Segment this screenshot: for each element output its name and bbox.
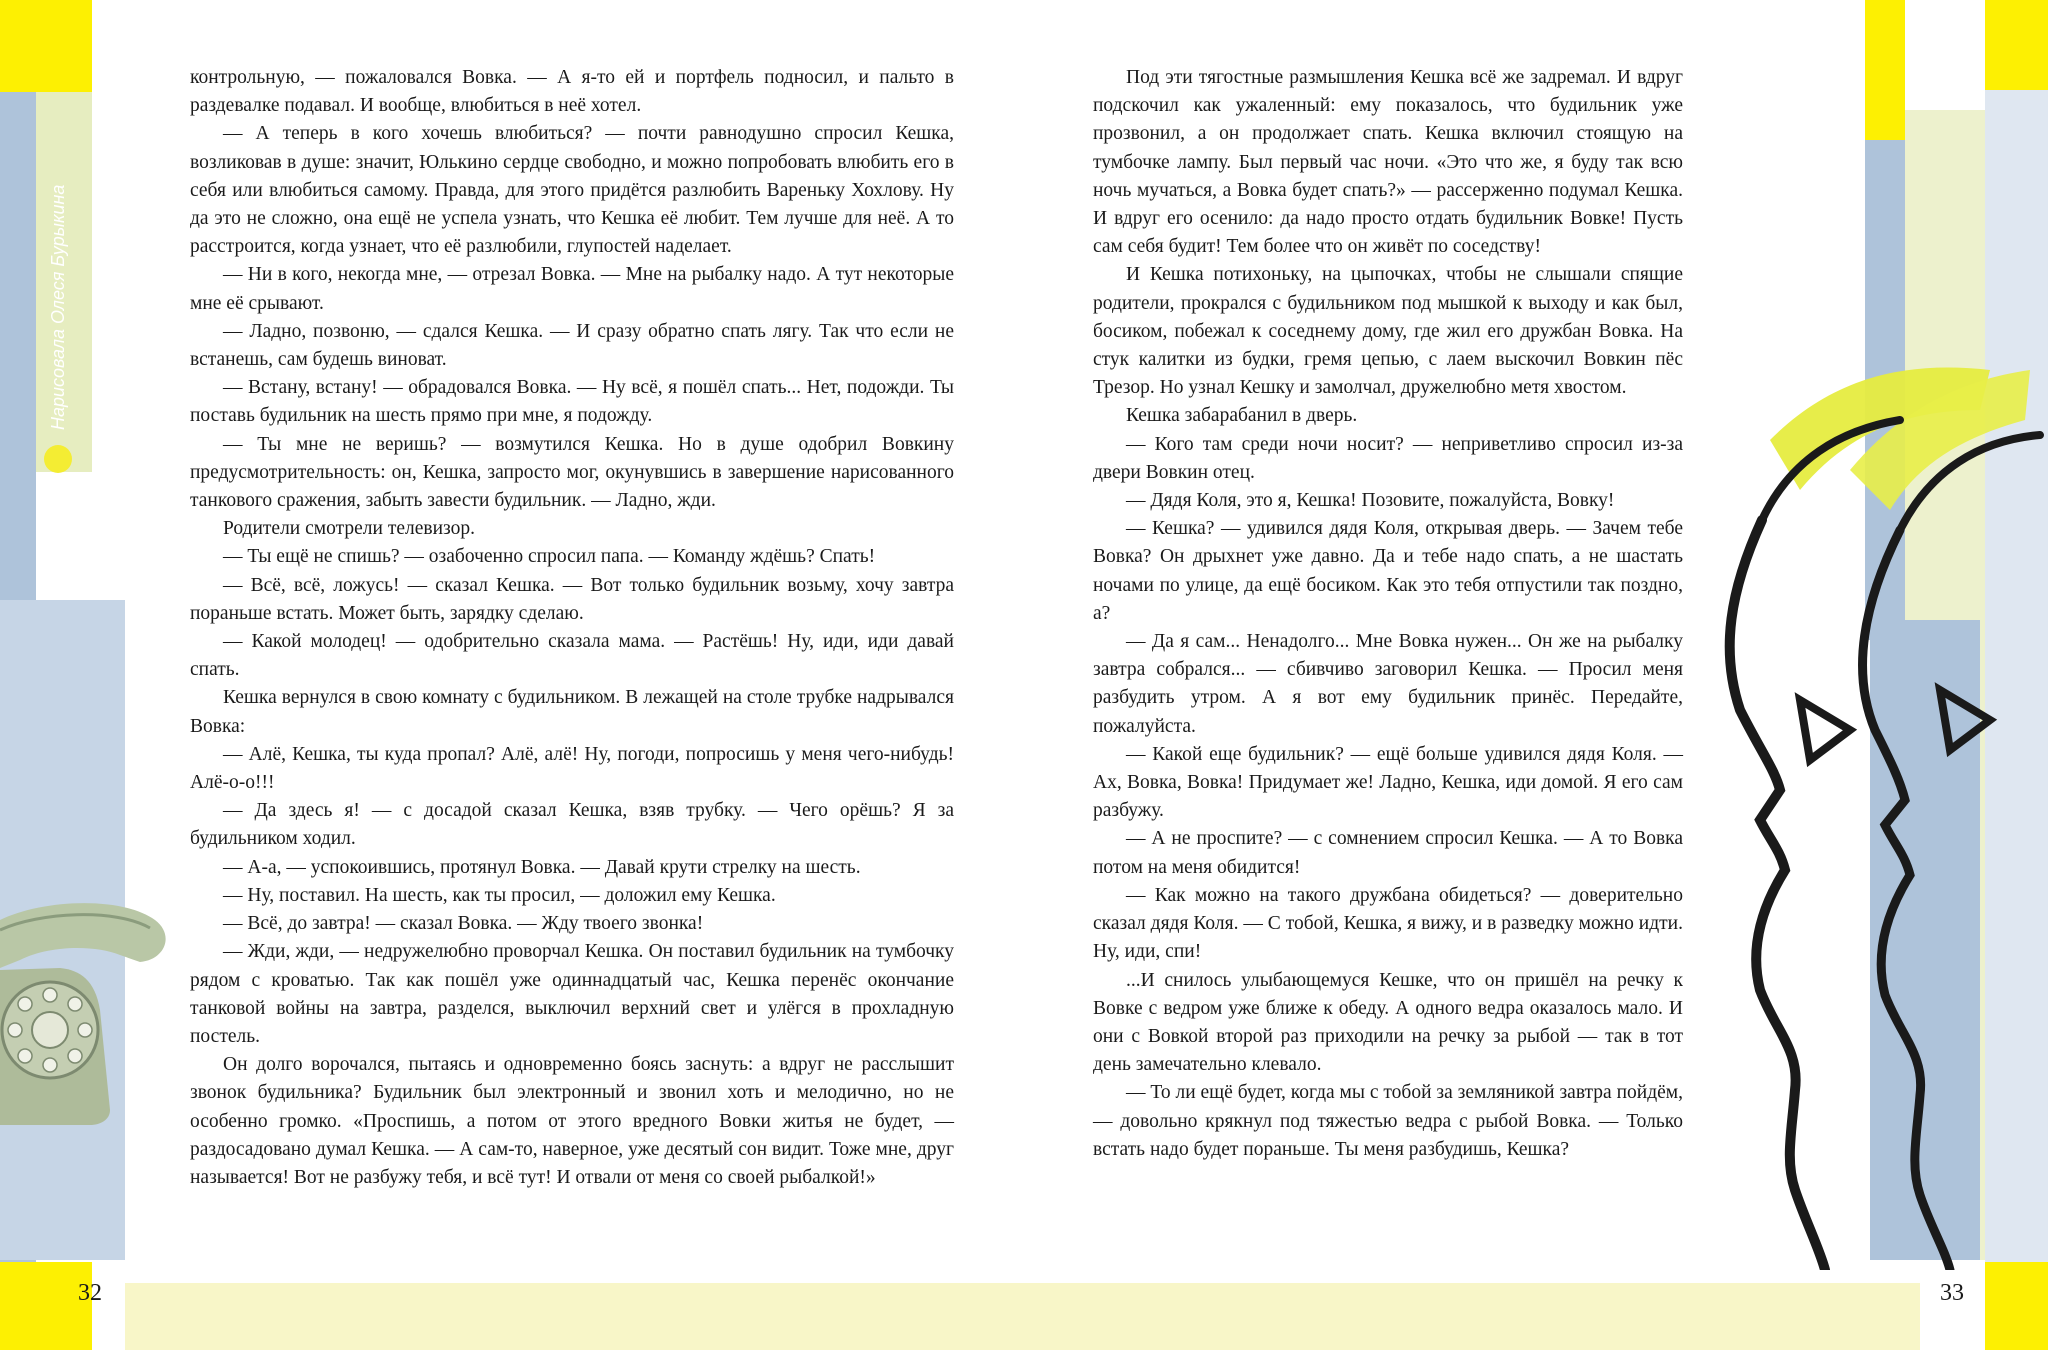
paragraph: — А-а, — успокоившись, протянул Вовка. — Давай крути стрелку на шесть.	[223, 856, 861, 878]
paragraph: Он долго ворочался, пытаясь и одновременно боясь заснуть: а вдруг не расслышит звонок будильника? Будильник был электронный и звонил хоть и мелодично, но не особенно громко. «Проспишь, а потом от этого вредного Вовки житья не будет, — раздосадовано думал Кешка. — А сам-то, наверное, уже десятый сон видит. Тоже мне, друг называется! Вот не разбужу тебя, и всё тут! И отвали от меня со своей рыбалкой!»	[190, 1054, 954, 1188]
corner-yellow-block-bottom-right	[1985, 1262, 2048, 1350]
paragraph: — Всё, до завтра! — сказал Вовка. — Жду твоего звонка!	[223, 913, 704, 935]
paragraph: Родители смотрели телевизор.	[223, 518, 475, 540]
page-number-right: 33	[1940, 1280, 1964, 1306]
page-number-left: 32	[78, 1280, 102, 1306]
paragraph: — Ну, поставил. На шесть, как ты просил, — доложил ему Кешка.	[223, 884, 776, 906]
paragraph: — Ты ещё не спишь? — озабоченно спросил папа. — Команду ждёшь? Спать!	[223, 546, 876, 568]
corner-yellow-block-top-left	[0, 0, 92, 92]
paragraph: — Ладно, позвоню, — сдался Кешка. — И сразу обратно спать лягу. Так что если не встанешь, сам будешь виноват.	[190, 320, 954, 371]
paragraph: Кешка забарабанил в дверь.	[1126, 405, 1358, 427]
illustrator-credit: Нарисовала Олеся Бурыкина	[48, 184, 68, 430]
paragraph: — Кешка? — удивился дядя Коля, открывая дверь. — Зачем тебе Вовка? Он дрыхнет уже давно. Да и тебе надо спать, а не шастать ночами по улице, да ещё босиком. Как это тебя отпустили так поздно, а?	[1093, 518, 1683, 624]
left-page-text	[190, 64, 954, 1192]
credit-dot-icon	[44, 445, 72, 473]
paragraph: — То ли ещё будет, когда мы с тобой за земляникой завтра пойдём, — довольно крякнул под тяжестью ведра с рыбой Вовка. — Только встать надо будет пораньше. Ты меня разбудишь, Кешка?	[1093, 1082, 1683, 1160]
paragraph: — Ни в кого, некогда мне, — отрезал Вовка. — Мне на рыбалку надо. А тут некоторые мне её срывают.	[190, 264, 954, 314]
paragraph: — А не проспите? — с сомнением спросил Кешка. — А то Вовка потом на меня обидится!	[1093, 828, 1683, 878]
paragraph: — Всё, всё, ложусь! — сказал Кешка. — Вот только будильник возьму, хочу завтра пораньше встать. Может быть, зарядку сделаю.	[190, 574, 954, 624]
bottom-pale-yellow-strip	[125, 1283, 1920, 1350]
paragraph: — Жди, жди, — недружелюбно проворчал Кешка. Он поставил будильник на тумбочку рядом с кроватью. Так как пошёл уже одиннадцатый час, Кешка перенёс окончание танковой войны на завтра, разделся, выключил верхний свет и улёгся в прохладную постель.	[190, 941, 954, 1047]
paragraph: — А теперь в кого хочешь влюбиться? — почти равнодушно спросил Кешка, возликовав в душе: значит, Юлькино сердце свободно, и можно попробовать влюбить его в себя или влюбиться самому. Правда, для этого придётся разлюбить Вареньку Хохлову. Ну да это не сложно, она ещё не успела узнать, что Кешка её любит. Тем лучше для неё. А то расстроится, когда узнает, что её разлюбили, глупостей наделает.	[190, 123, 954, 258]
paragraph: контрольную, — пожаловался Вовка. — А я-то ей и портфель подносил, и пальто в раздевалке подавал. И вообще, влюбиться в неё хотел.	[190, 67, 954, 117]
paragraph: — Встану, встану! — обрадовался Вовка. — Ну всё, я пошёл спать... Нет, подожди. Ты поставь будильник на шесть прямо при мне, я подожду.	[190, 377, 954, 427]
paragraph: — Кого там среди ночи носит? — неприветливо спросил из-за двери Вовкин отец.	[1093, 433, 1683, 483]
paragraph: — Да здесь я! — с досадой сказал Кешка, взяв трубку. — Чего орёшь? Я за будильником ходил.	[190, 800, 954, 850]
paragraph: — Ты мне не веришь? — возмутился Кешка. Но в душе одобрил Вовкину предусмотрительность: он, Кешка, запросто мог, окунувшись в завершение нарисованного танкового сражения, забыть завести будильник. — Ладно, жди.	[190, 433, 954, 512]
paragraph: Под эти тягостные размышления Кешка всё же задремал. И вдруг подскочил как ужаленный: ему показалось, что будильник уже прозвонил, а он продолжает спать. Кешка включил стоящую на тумбочке лампу. Был первый час ночи. «Это что же, я буду так всю ночь мучаться, а Вовка будет спать?» — рассерженно подумал Кешка. И вдруг его осенило: да надо просто отдать будильник Вовке! Пусть сам себя будит! Тем более что он живёт по соседству!	[1093, 67, 1683, 258]
paragraph: — Дядя Коля, это я, Кешка! Позовите, пожалуйста, Вовку!	[1126, 490, 1615, 512]
margin-yellow-block-right	[1865, 0, 1905, 140]
paragraph: — Алё, Кешка, ты куда пропал? Алё, алё! Ну, погоди, попросишь у меня чего-нибудь! Алё-о-о!!!	[190, 743, 954, 794]
rotary-telephone-icon	[0, 900, 200, 1125]
paragraph: — Да я сам... Ненадолго... Мне Вовка нужен... Он же на рыбалку завтра собрался... — сбивчиво заговорил Кешка. — Просил меня разбудить утром. А я вот ему будильник принёс. Передайте, пожалуйста.	[1093, 631, 1683, 737]
right-page-text	[1093, 64, 1683, 1164]
paragraph: И Кешка потихоньку, на цыпочках, чтобы не слышали спящие родители, прокрался с будильником под мышкой к выходу и как был, босиком, побежал к соседнему дому, где жил его дружбан Вовка. На стук калитки из будки, гремя цепью, с лаем выскочил Вовкин пёс Трезор. Но узнал Кешку и замолчал, дружелюбно метя хвостом.	[1093, 264, 1683, 399]
two-face-profiles-drawing	[1700, 350, 2048, 1270]
paragraph: ...И снилось улыбающемуся Кешке, что он пришёл на речку к Вовке с ведром уже ближе к обеду. А одного ведра оказалось мало. И они с Вовкой второй раз приходили на речку за рыбой — так в тот день замечательно клевало.	[1093, 969, 1683, 1076]
margin-white-gap	[36, 472, 92, 600]
paragraph: — Как можно на такого дружбана обидеться? — доверительно сказал дядя Коля. — С тобой, Кешка, я вижу, и в разведку можно идти. Ну, иди, спи!	[1093, 884, 1683, 963]
paragraph: — Какой еще будильник? — ещё больше удивился дядя Коля. — Ах, Вовка, Вовка! Придумает же! Ладно, Кешка, иди домой. Я его сам разбужу.	[1093, 743, 1683, 822]
paragraph: Кешка вернулся в свою комнату с будильником. В лежащей на столе трубке надрывался Вовка:	[190, 687, 954, 737]
paragraph: — Какой молодец! — одобрительно сказала мама. — Растёшь! Ну, иди, иди давай спать.	[190, 631, 954, 681]
corner-yellow-block-top-right	[1985, 0, 2048, 90]
